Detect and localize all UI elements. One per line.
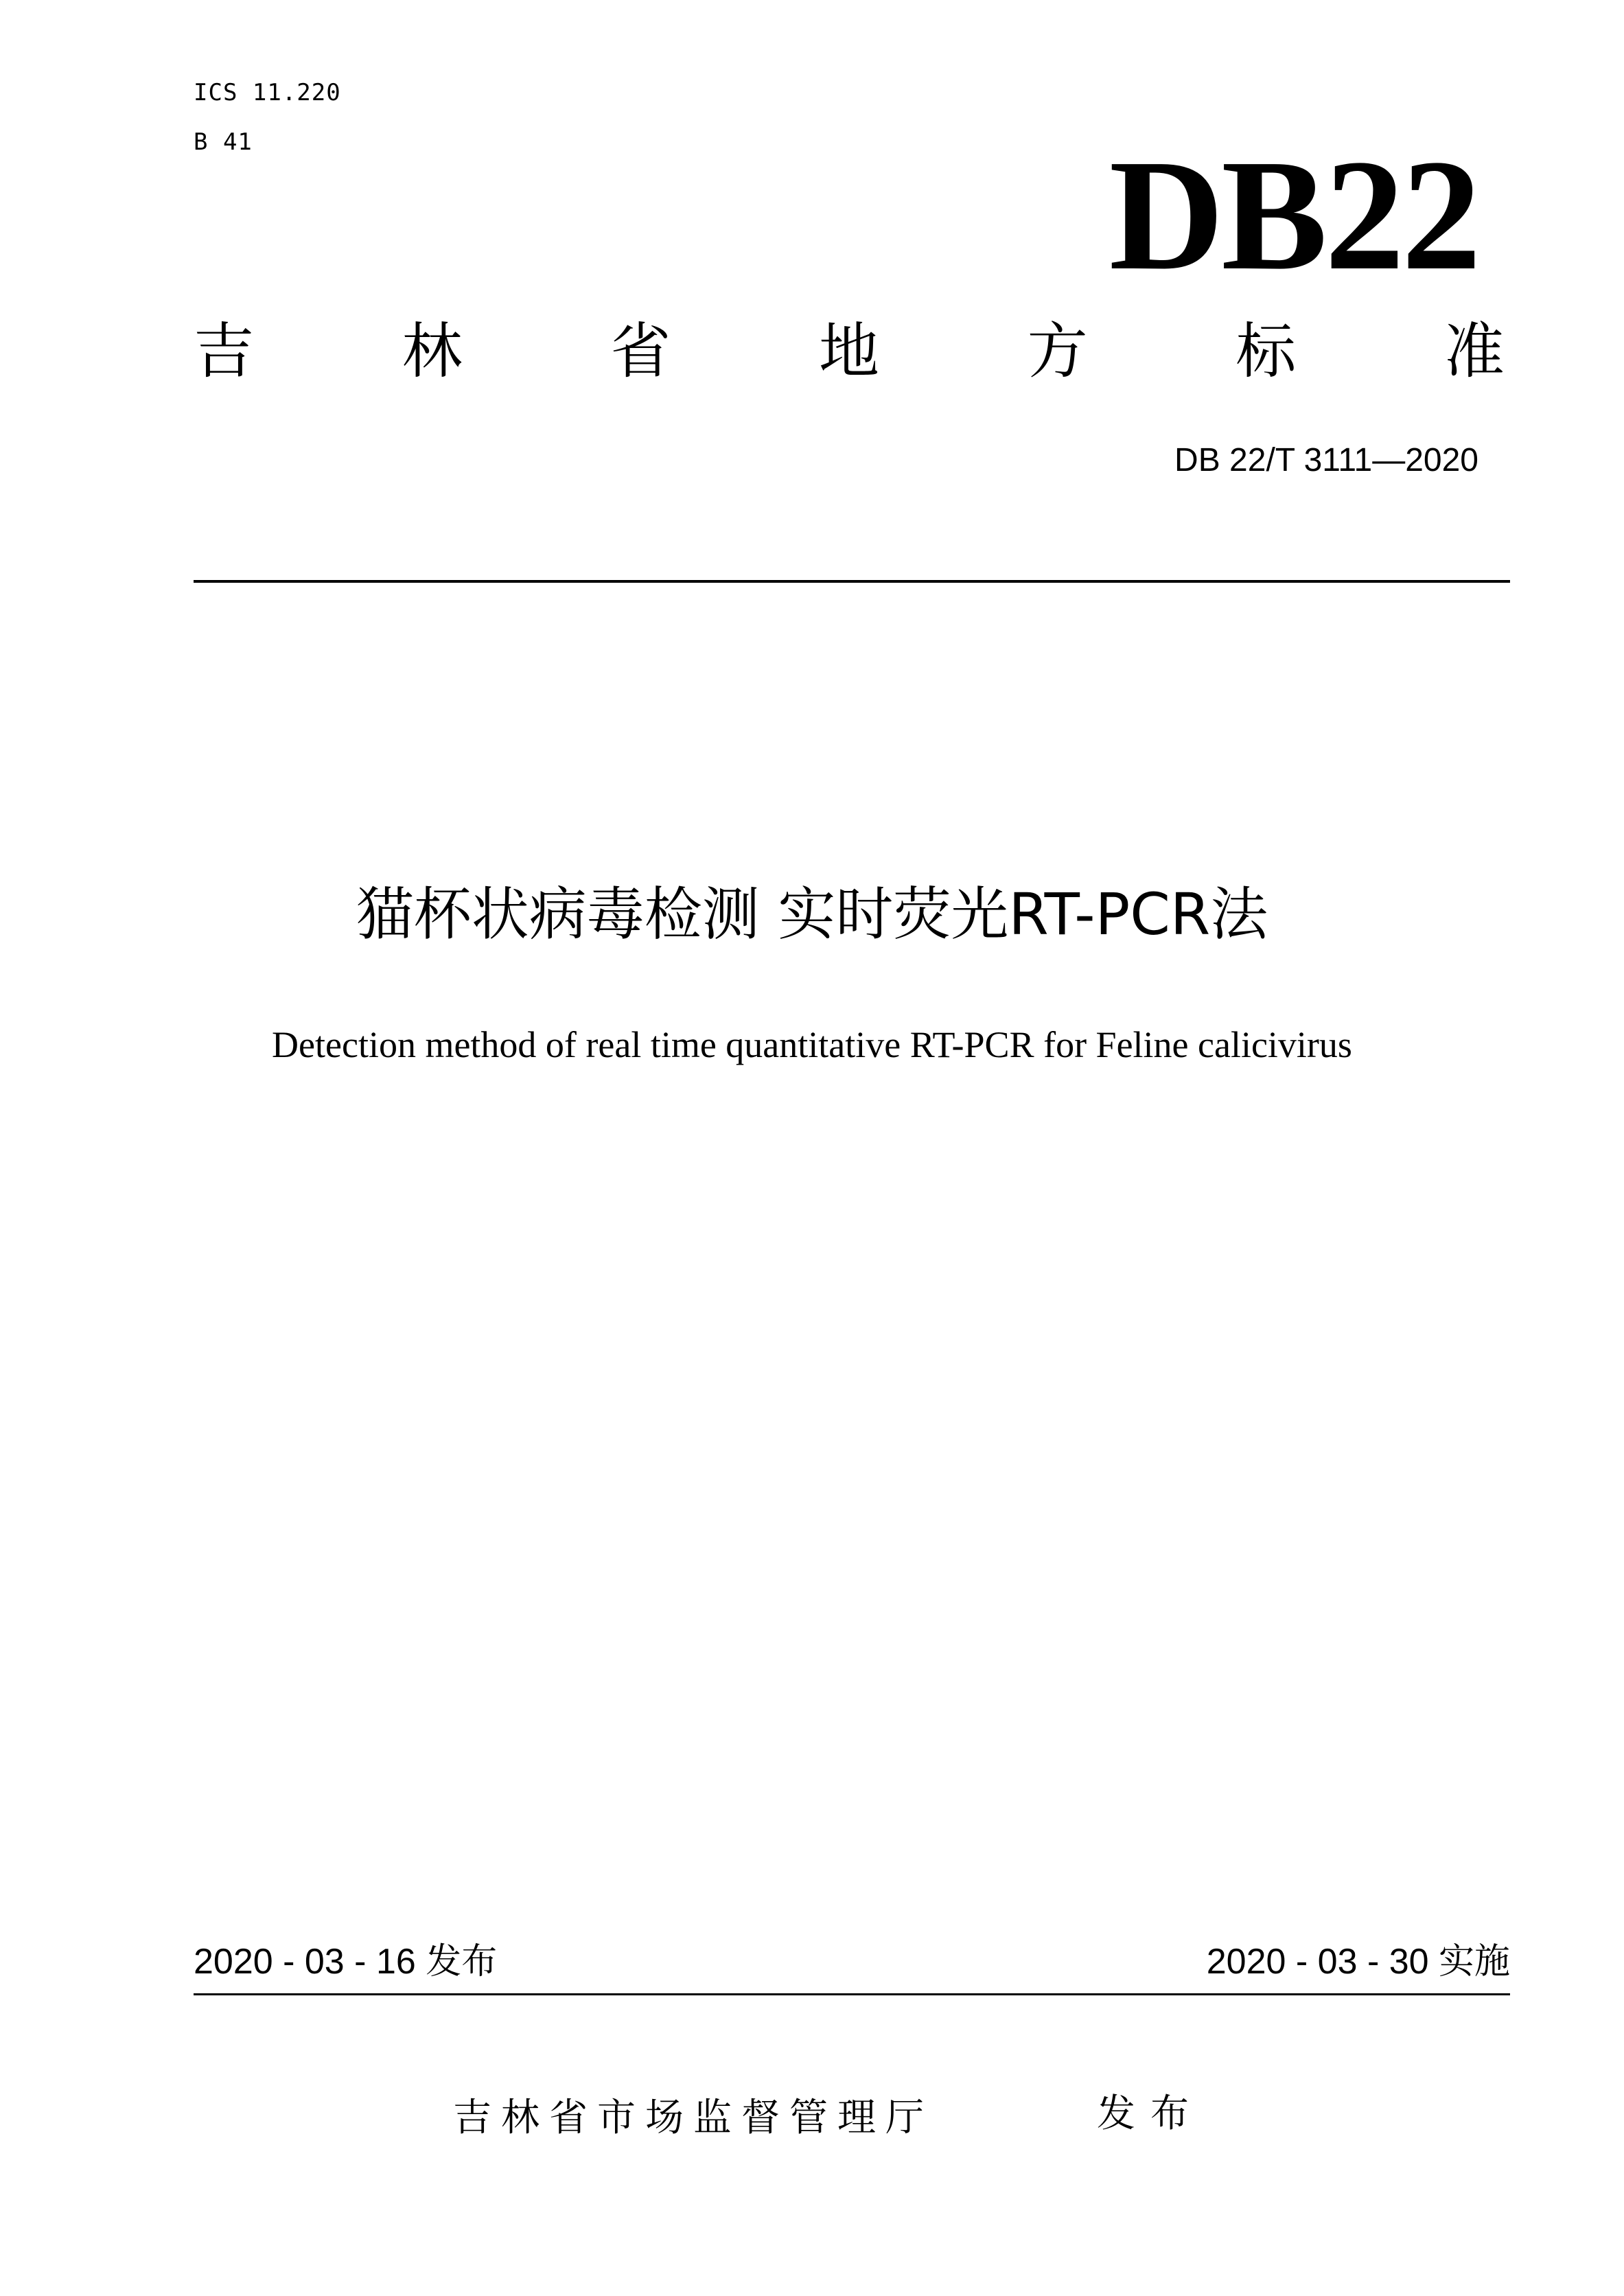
issue-word: 发布 bbox=[1097, 2091, 1204, 2136]
standard-type-char: 省 bbox=[610, 316, 671, 386]
title-english: Detection method of real time quantitative RT-PCR for Feline calicivirus bbox=[272, 1024, 1352, 1065]
db-logo: DB22 bbox=[1109, 127, 1478, 303]
standard-type-char: 方 bbox=[1027, 316, 1088, 386]
ccs-code: B 41 bbox=[194, 128, 253, 156]
top-divider bbox=[194, 580, 1510, 583]
standard-type-heading bbox=[194, 316, 1505, 386]
bottom-divider bbox=[194, 1993, 1510, 1995]
issuing-authority: 吉林省市场监督管理厅 bbox=[453, 2096, 933, 2140]
standard-type-char: 标 bbox=[1236, 316, 1297, 386]
standard-number: DB 22/T 3111—2020 bbox=[1174, 442, 1478, 478]
ics-code: ICS 11.220 bbox=[194, 79, 341, 106]
standard-type-char: 林 bbox=[402, 316, 463, 386]
title-chinese: 猫杯状病毒检测 实时荧光RT-PCR法 bbox=[356, 881, 1268, 948]
standard-type-char: 吉 bbox=[194, 316, 255, 386]
implementation-date: 2020 - 03 - 30 实施 bbox=[1206, 1942, 1510, 1982]
standard-type-char: 准 bbox=[1443, 316, 1505, 386]
issue-date: 2020 - 03 - 16 发布 bbox=[194, 1942, 498, 1982]
standard-type-char: 地 bbox=[818, 316, 879, 386]
